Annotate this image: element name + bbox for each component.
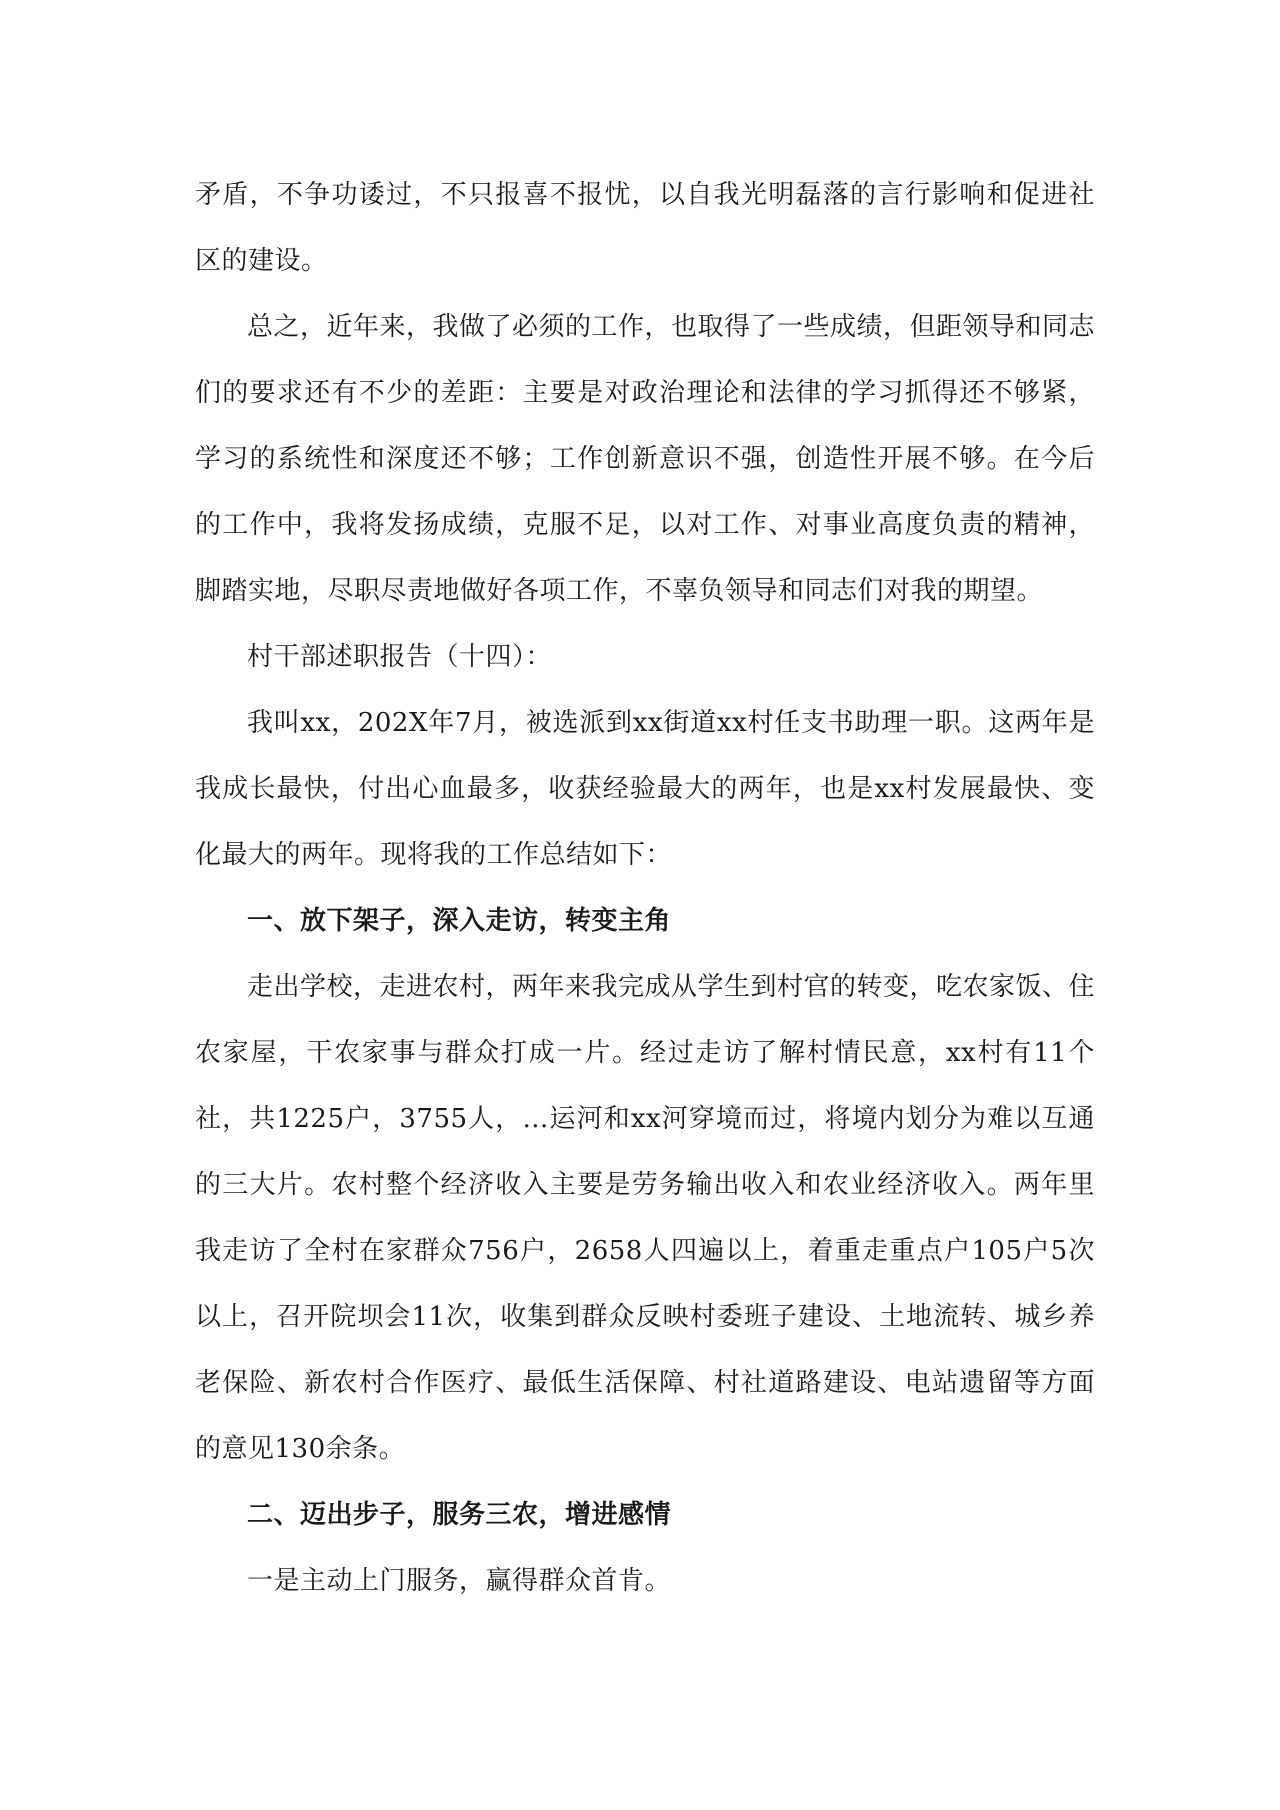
document-body: [195, 162, 1095, 1614]
paragraph-service: 一是主动上门服务，赢得群众首肯。: [247, 1566, 672, 1596]
paragraph-visits: 走出学校，走进农村，两年来我完成从学生到村官的转变，吃农家饭、住农家屋，干农家事与群众打成一片。经过走访了解村情民意，xx村有11个社，共1225户，3755人，…运河和xx河穿境而过，将境内划分为难以互通的三大片。农村整个经济收入主要是劳务输出收入和农业经济收入。两年里我走访了全村在家群众756户，2658人四遍以上，着重走重点户105户5次以上，召开院坝会11次，收集到群众反映村委班子建设、土地流转、城乡养老保险、新农村合作医疗、最低生活保障、村社道路建设、电站遗留等方面的意见130余条。: [195, 972, 1096, 1464]
paragraph-continuation: 矛盾，不争功诿过，不只报喜不报忧，以自我光明磊落的言行影响和促进社区的建设。: [195, 180, 1095, 276]
paragraph-summary: 总之，近年来，我做了必须的工作，也取得了一些成绩，但距领导和同志们的要求还有不少的差距：主要是对政治理论和法律的学习抓得还不够紧，学习的系统性和深度还不够；工作创新意识不强，创造性开展不够。在今后的工作中，我将发扬成绩，克服不足，以对工作、对事业高度负责的精神，脚踏实地，尽职尽责地做好各项工作，不辜负领导和同志们对我的期望。: [195, 312, 1096, 606]
section-heading-1: 一、放下架子，深入走访，转变主角: [247, 906, 672, 936]
paragraph-introduction: 我叫xx，202X年7月，被选派到xx街道xx村任支书助理一职。这两年是我成长最快，付出心血最多，收获经验最大的两年，也是xx村发展最快、变化最大的两年。现将我的工作总结如下：: [195, 708, 1095, 870]
report-title: 村干部述职报告（十四）：: [247, 642, 553, 672]
section-heading-2: 二、迈出步子，服务三农，增进感情: [247, 1500, 672, 1530]
